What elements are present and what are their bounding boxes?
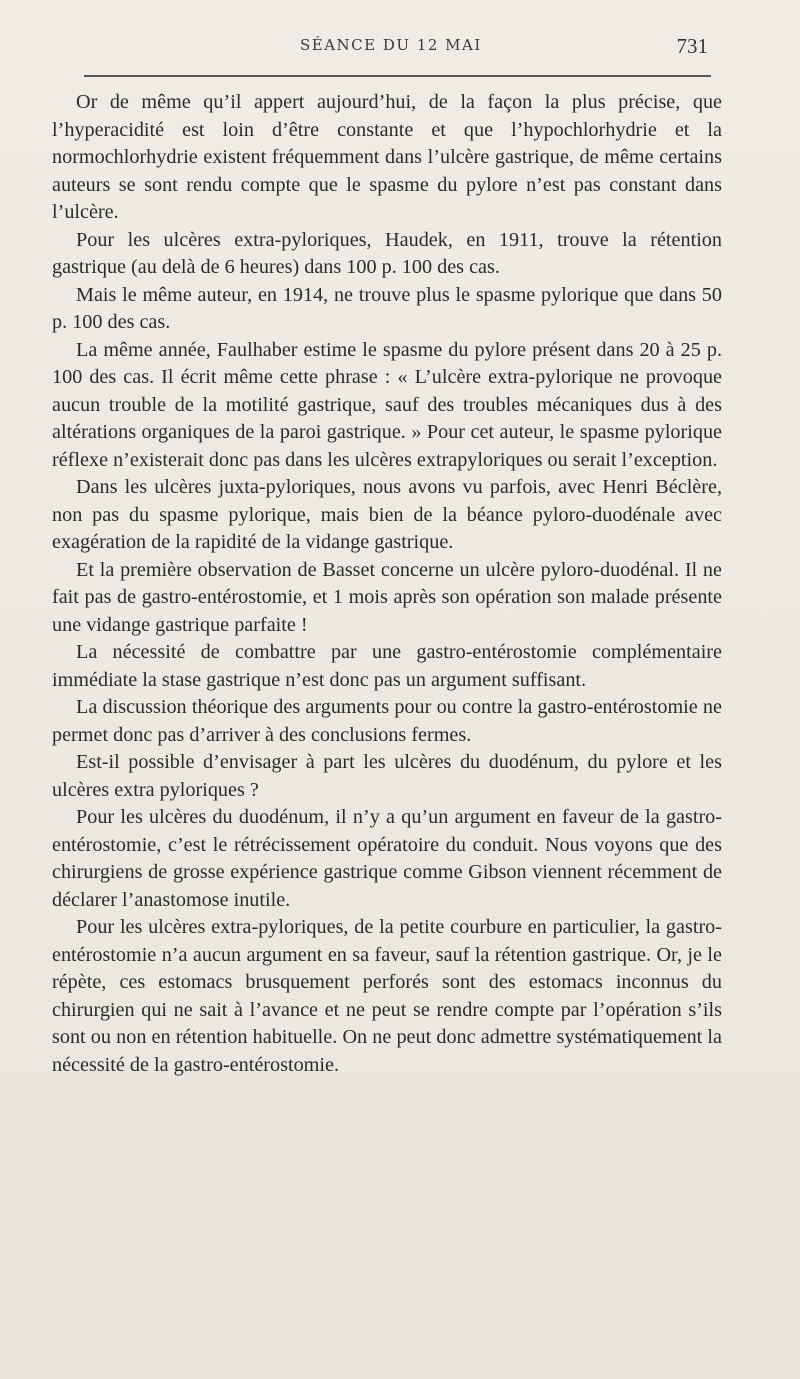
paragraph: Or de même qu’il appert aujourd’hui, de la façon la plus précise, que l’hyperacidité est loin d’être constante et que l’hypochlorhydrie et la normochlorhydrie existent fréquemment dans l’ulcère gastrique, de même certains auteurs se sont rendu compte que le spasme du pylore n’est pas constant dans l’ulcère. [52, 91, 722, 223]
paragraph: Pour les ulcères extra-pyloriques, de la petite courbure en particulier, la gastro-entérostomie n’a aucun argument en sa faveur, sauf la rétention gastrique. Or, je le répète, ces estomacs brusquement perforés sont des estomacs inconnus du chirurgien qui ne sait à l’avance et ne peut se rendre compte par l’opération s’ils sont ou non en rétention habituelle. On ne peut donc admettre systématiquement la nécessité de la gastro-entérostomie. [52, 916, 722, 1076]
paragraph: La même année, Faulhaber estime le spasme du pylore présent dans 20 à 25 p. 100 des cas. Il écrit même cette phrase : « L’ulcère extra-pylorique ne provoque aucun trouble de la motilité gastrique, sauf des troubles mécaniques dus à des altérations organiques de la paroi gastrique. » Pour cet auteur, le spasme pylorique réflexe n’existerait donc pas dans les ulcères extrapyloriques ou serait l’exception. [52, 338, 722, 471]
paragraph: Est-il possible d’envisager à part les ulcères du duodénum, du pylore et les ulcères extra pyloriques ? [52, 751, 722, 801]
paragraph: La nécessité de combattre par une gastro-entérostomie complémentaire immédiate la stase gastrique n’est donc pas un argument suffisant. [52, 641, 722, 691]
page-number: 731 [676, 34, 708, 58]
body-text [52, 89, 722, 1079]
paragraph: Mais le même auteur, en 1914, ne trouve plus le spasme pylorique que dans 50 p. 100 des cas. [52, 283, 722, 333]
page-header [0, 36, 800, 60]
running-head: SÉANCE DU 12 MAI [300, 36, 482, 54]
paragraph: Pour les ulcères extra-pyloriques, Haudek, en 1911, trouve la rétention gastrique (au delà de 6 heures) dans 100 p. 100 des cas. [52, 228, 722, 278]
paragraph: Dans les ulcères juxta-pyloriques, nous avons vu parfois, avec Henri Béclère, non pas du spasme pylorique, mais bien de la béance pyloro-duodénale avec exagération de la rapidité de la vidange gastrique. [52, 476, 722, 553]
header-rule [84, 75, 711, 77]
paragraph: La discussion théorique des arguments pour ou contre la gastro-entérostomie ne permet donc pas d’arriver à des conclusions fermes. [52, 696, 722, 746]
paragraph: Et la première observation de Basset concerne un ulcère pyloro-duodénal. Il ne fait pas de gastro-entérostomie, et 1 mois après son opération son malade présente une vidange gastrique parfaite ! [52, 558, 722, 636]
paragraph: Pour les ulcères du duodénum, il n’y a qu’un argument en faveur de la gastro-entérostomie, c’est le rétrécissement opératoire du conduit. Nous voyons que des chirurgiens de grosse expérience gastrique comme Gibson viennent récemment de déclarer l’anastomose inutile. [52, 806, 722, 911]
